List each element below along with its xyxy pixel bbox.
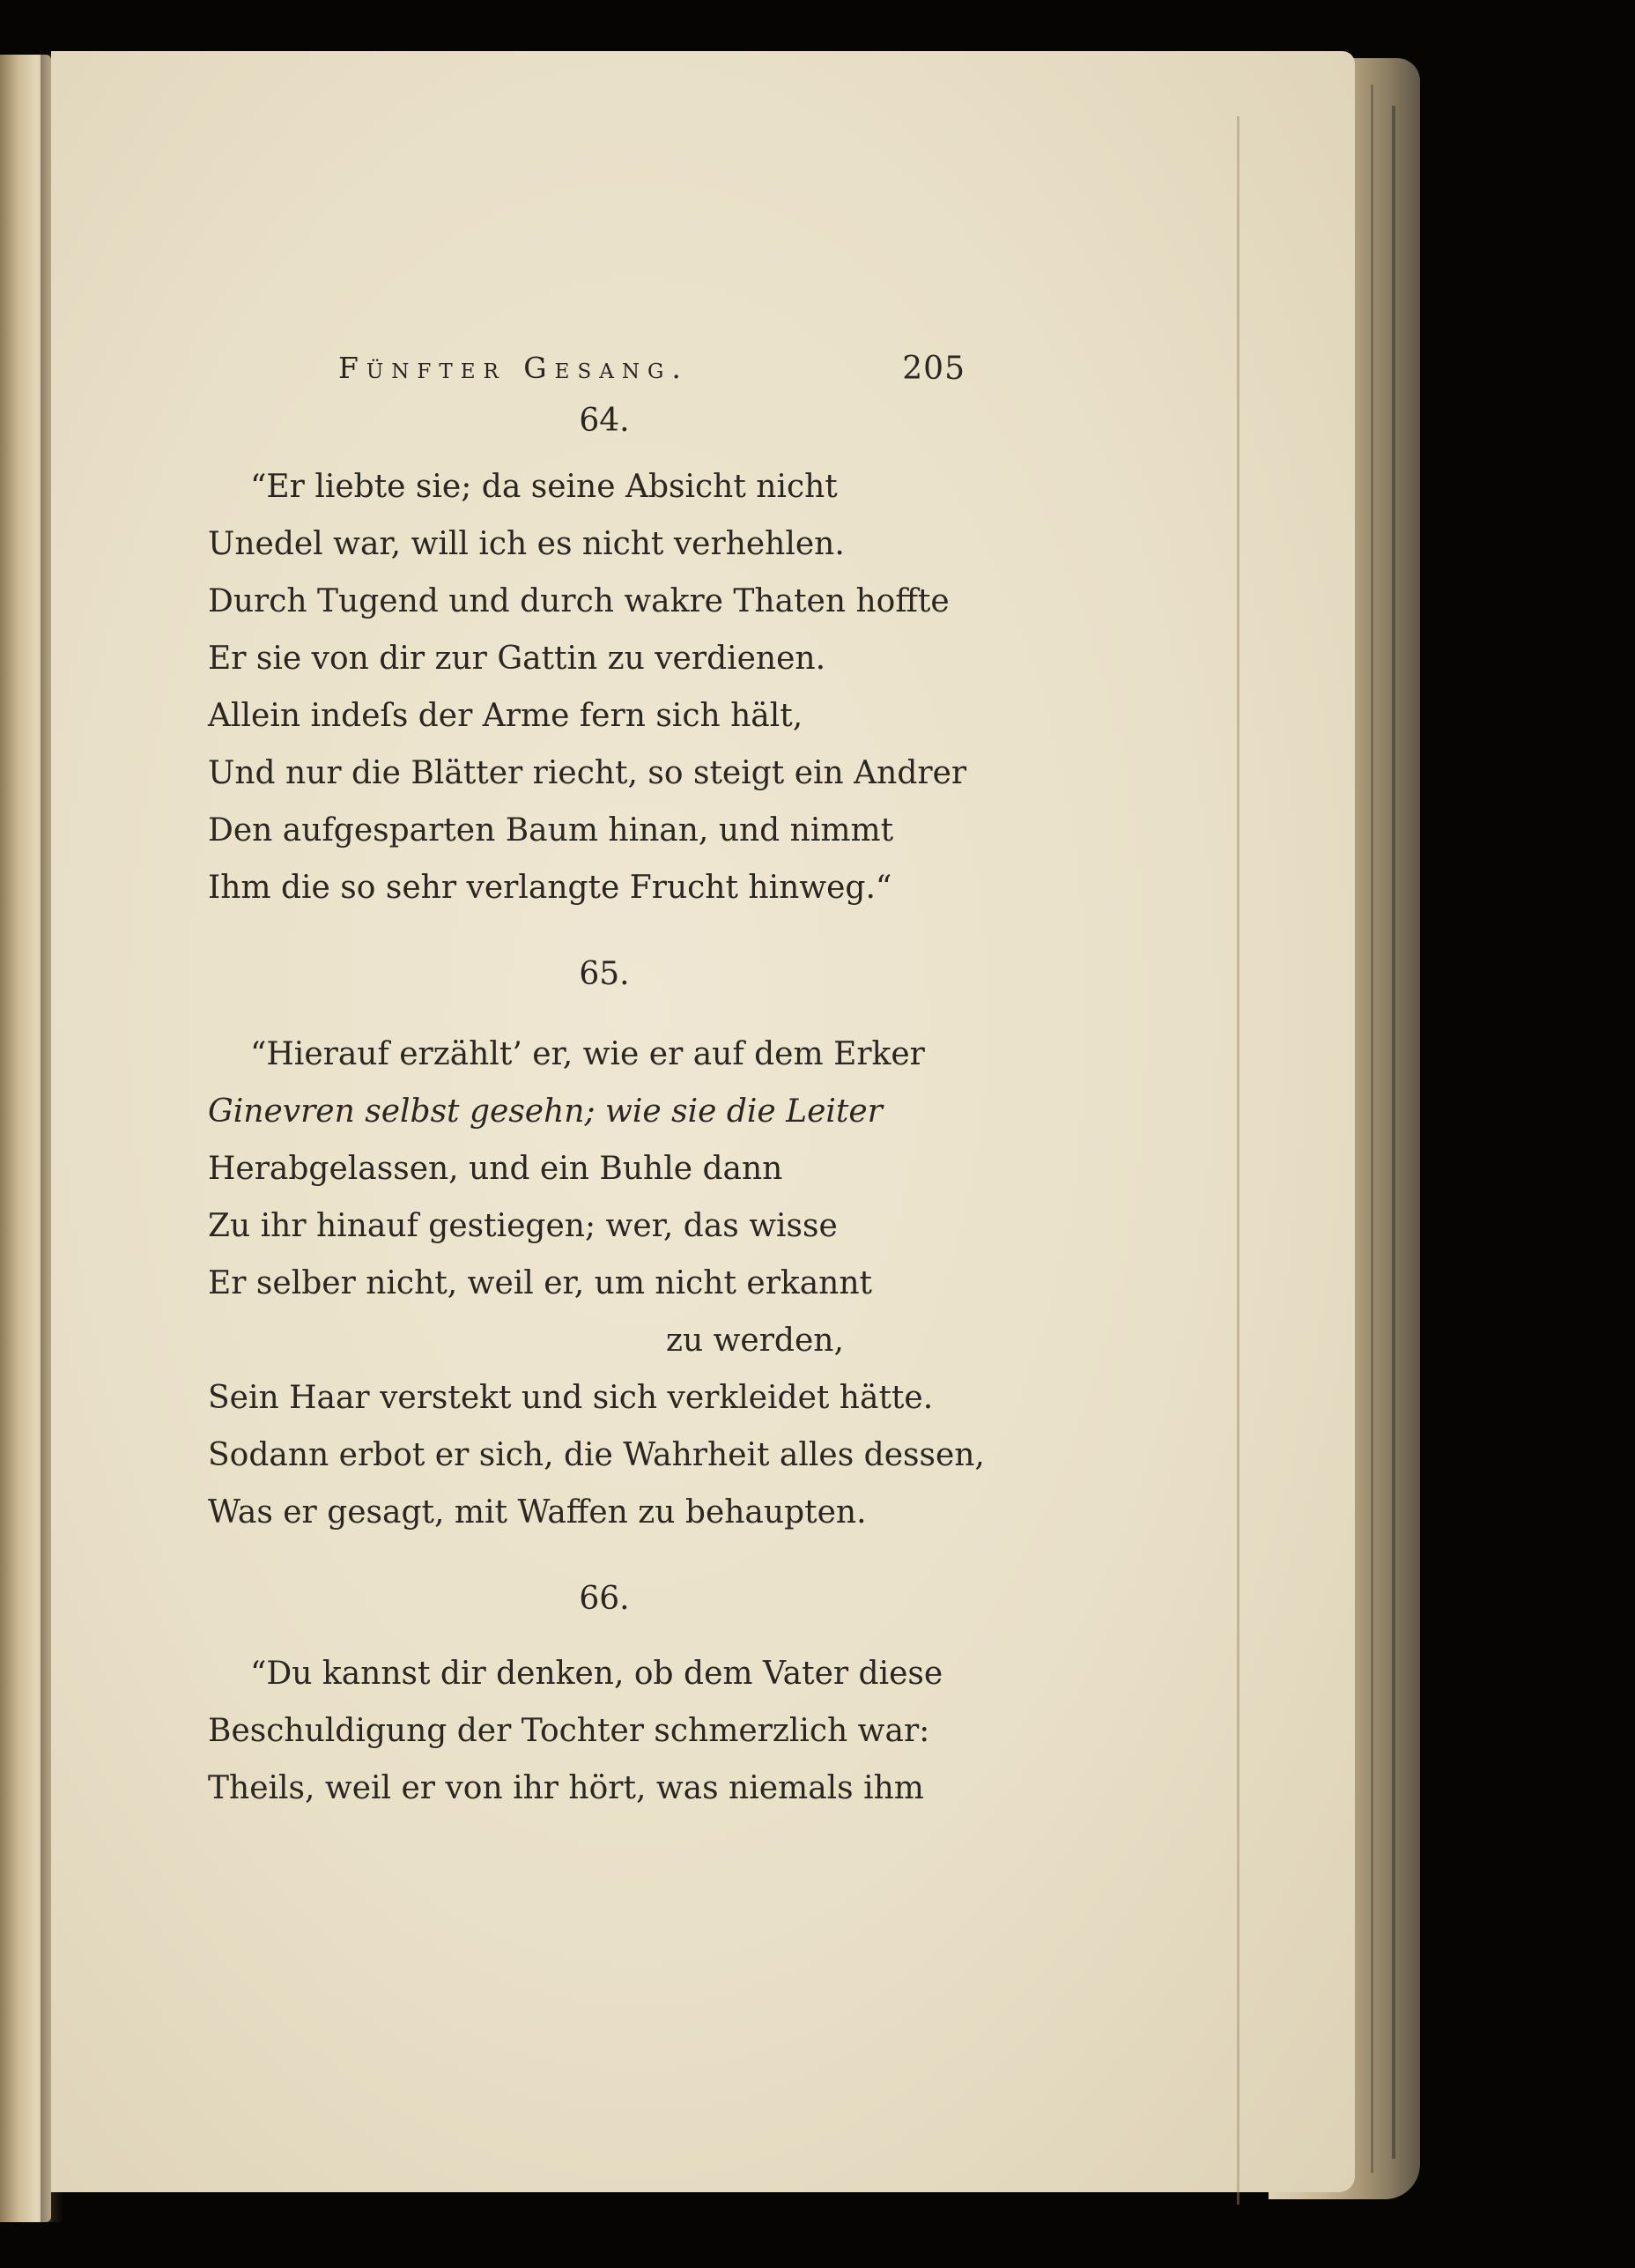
verse-line: Er sie von dir zur Gattin zu verdienen.: [208, 641, 826, 677]
verse-line: Sein Haar verstekt und sich verkleidet hätte.: [208, 1380, 934, 1416]
verse-line: Und nur die Blätter riecht, so steigt ein Andrer: [208, 755, 967, 791]
verse-line: Sodann erbot er sich, die Wahrheit alles dessen,: [208, 1437, 985, 1473]
page-number: 205: [902, 351, 965, 387]
stanza-number: 66.: [579, 1581, 630, 1617]
verse-line: Allein indeſs der Arme fern sich hält,: [208, 698, 803, 734]
verse-line: “Hierauf erzählt’ er, wie er auf dem Erker: [250, 1036, 925, 1072]
verse-line: Beschuldigung der Tochter schmerzlich war:: [208, 1713, 930, 1749]
verse-line-continuation: zu werden,: [666, 1323, 844, 1359]
verse-line: “Du kannst dir denken, ob dem Vater diese: [250, 1656, 943, 1692]
book-page: [51, 51, 1355, 2192]
verse-line: Was er gesagt, mit Waffen zu behaupten.: [208, 1494, 867, 1531]
deckled-edge-line: [1392, 106, 1395, 2159]
verse-line: Unedel war, will ich es nicht verhehlen.: [208, 526, 845, 562]
verse-line: Ihm die so sehr verlangte Frucht hinweg.“: [208, 870, 892, 906]
page-fold-line: [1237, 116, 1239, 2205]
verse-line: Zu ihr hinauf gestiegen; wer, das wisse: [208, 1208, 838, 1244]
stanza-number: 65.: [579, 956, 630, 992]
page-text: [208, 342, 985, 1817]
verse-line: “Er liebte sie; da seine Absicht nicht: [250, 469, 838, 505]
verse-line: Den aufgesparten Baum hinan, und nimmt: [208, 812, 894, 849]
running-head: [208, 342, 965, 395]
deckled-edge-line: [1371, 85, 1373, 2173]
verse-line: Durch Tugend und durch wakre Thaten hoffte: [208, 583, 950, 619]
stanza-number: 64.: [579, 403, 630, 439]
verse-line: Er selber nicht, weil er, um nicht erkannt: [208, 1265, 873, 1301]
verse-line: Ginevren selbst gesehn; wie sie die Leiter: [208, 1093, 883, 1130]
verse-line: Herabgelassen, und ein Buhle dann: [208, 1151, 783, 1187]
verse-line: Theils, weil er von ihr hört, was niemals ihm: [208, 1770, 924, 1806]
chapter-title: Fünfter Gesang.: [338, 351, 689, 385]
